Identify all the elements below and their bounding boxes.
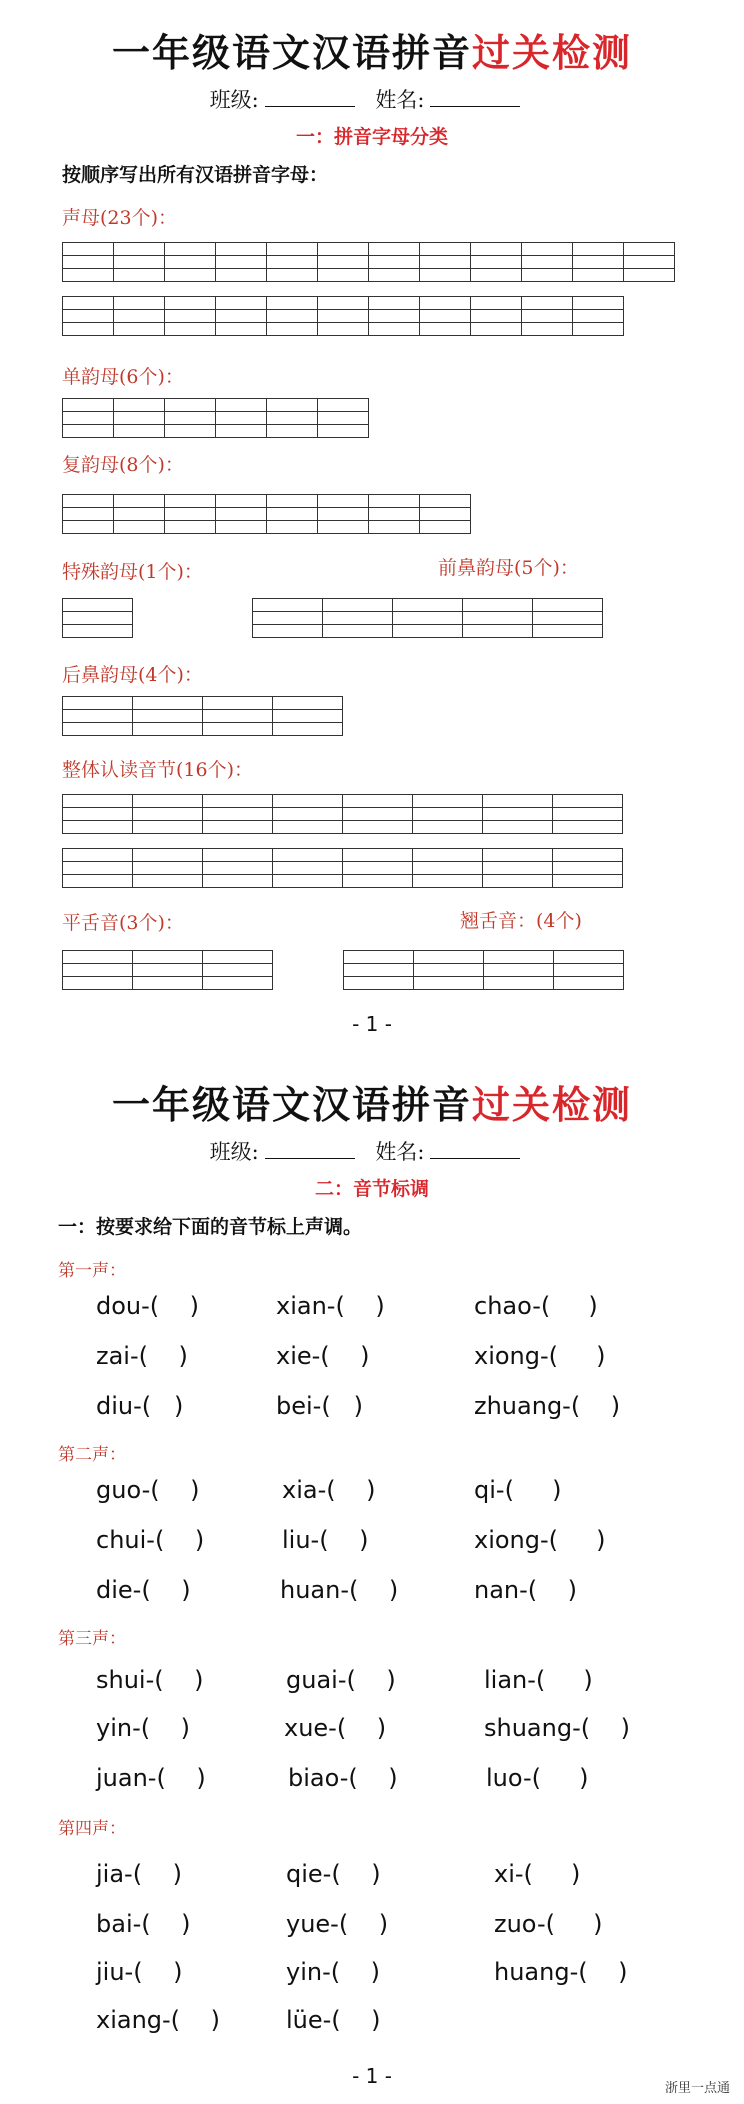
page2-number: - 1 - [352,2064,392,2088]
writing-cell[interactable] [164,494,216,534]
syllable-item[interactable]: lüe-( ) [286,2006,381,2034]
writing-cell[interactable] [317,494,369,534]
syllable-item[interactable]: xie-( ) [276,1342,370,1370]
syllable-item[interactable]: chui-( ) [96,1526,205,1554]
writing-cell[interactable] [482,794,553,834]
writing-cell[interactable] [202,950,273,990]
writing-cell[interactable] [62,848,133,888]
syllable-item[interactable]: nan-( ) [474,1576,578,1604]
writing-cell[interactable] [113,296,165,336]
writing-cell[interactable] [252,598,323,638]
syllable-item[interactable]: shuang-( ) [484,1714,630,1742]
writing-cell[interactable] [419,296,471,336]
label-pingshe: 平舌音(3个)： [62,912,184,934]
writing-cell[interactable] [62,696,133,736]
writing-cell[interactable] [215,398,267,438]
writing-cell[interactable] [215,296,267,336]
writing-cell[interactable] [482,848,553,888]
syllable-item[interactable]: bei-( ) [276,1392,363,1420]
label-zhengti: 整体认读音节(16个)： [62,759,254,781]
writing-cell[interactable] [552,794,623,834]
label-qiaoshe: 翘舌音：(4个) [460,910,582,932]
writing-cell[interactable] [164,398,216,438]
grid-shengmu-row2[interactable] [62,296,624,336]
syllable-item[interactable]: luo-( ) [486,1764,589,1792]
writing-cell[interactable] [532,598,603,638]
writing-cell[interactable] [462,598,533,638]
syllable-item[interactable]: yin-( ) [286,1958,380,1986]
writing-cell[interactable] [470,296,522,336]
writing-cell[interactable] [215,242,267,282]
class-blank[interactable] [265,1140,355,1159]
tone-label: 第三声： [58,1629,126,1649]
writing-cell[interactable] [419,242,471,282]
syllable-item[interactable]: xue-( ) [284,1714,387,1742]
grid-qiaoshe[interactable] [343,950,624,990]
grid-houbi[interactable] [62,696,343,736]
syllable-item[interactable]: yin-( ) [96,1714,190,1742]
writing-cell[interactable] [368,242,420,282]
writing-cell[interactable] [342,794,413,834]
writing-cell[interactable] [272,794,343,834]
label-houbi: 后鼻韵母(4个)： [62,664,203,686]
syllable-item[interactable]: shui-( ) [96,1666,204,1694]
syllable-item[interactable]: zuo-( ) [494,1910,603,1938]
syllable-item[interactable]: xian-( ) [276,1292,385,1320]
syllable-item[interactable]: zhuang-( ) [474,1392,621,1420]
section-heading-1: 一：拼音字母分类 [295,126,448,148]
instruction-1: 按顺序写出所有汉语拼音字母： [62,164,329,186]
writing-cell[interactable] [62,398,114,438]
writing-cell[interactable] [62,494,114,534]
grid-pingshe[interactable] [62,950,273,990]
writing-cell[interactable] [132,950,203,990]
syllable-item[interactable]: xiong-( ) [474,1526,606,1554]
writing-cell[interactable] [368,494,420,534]
class-blank[interactable] [265,88,355,107]
label-qianbi: 前鼻韵母(5个)： [438,557,579,579]
syllable-item[interactable]: diu-( ) [96,1392,184,1420]
writing-cell[interactable] [202,696,273,736]
syllable-item[interactable]: xi-( ) [494,1860,581,1888]
writing-cell[interactable] [342,848,413,888]
page1-student-info: 班级: 姓名: [0,84,744,114]
writing-cell[interactable] [572,296,624,336]
writing-cell[interactable] [113,494,165,534]
name-blank[interactable] [430,88,520,107]
writing-cell[interactable] [553,950,624,990]
grid-zhengti-row2[interactable] [62,848,623,888]
writing-cell[interactable] [521,242,573,282]
writing-cell[interactable] [272,848,343,888]
tone-label: 第四声： [58,1819,126,1839]
writing-cell[interactable] [412,848,483,888]
writing-cell[interactable] [272,696,343,736]
syllable-item[interactable]: xiong-( ) [474,1342,606,1370]
writing-cell[interactable] [419,494,471,534]
writing-cell[interactable] [470,242,522,282]
writing-cell[interactable] [317,398,369,438]
writing-cell[interactable] [164,242,216,282]
writing-cell[interactable] [343,950,414,990]
grid-danyunmu[interactable] [62,398,369,438]
page1-number: - 1 - [352,1012,392,1036]
syllable-item[interactable]: xia-( ) [282,1476,376,1504]
syllable-item[interactable]: huan-( ) [280,1576,399,1604]
writing-cell[interactable] [62,242,114,282]
watermark: 浙里一点通 [664,2081,730,2096]
syllable-item[interactable]: jiu-( ) [96,1958,183,1986]
writing-cell[interactable] [521,296,573,336]
grid-zhengti-row1[interactable] [62,794,623,834]
writing-cell[interactable] [483,950,554,990]
writing-cell[interactable] [368,296,420,336]
syllable-item[interactable]: bai-( ) [96,1910,191,1938]
syllable-item[interactable]: qie-( ) [286,1860,381,1888]
syllable-item[interactable]: lian-( ) [484,1666,593,1694]
syllable-item[interactable]: chao-( ) [474,1292,598,1320]
page2-title: 一年级语文汉语拼音过关检测 [111,1082,633,1127]
label-danyunmu: 单韵母(6个)： [62,366,184,388]
name-blank[interactable] [430,1140,520,1159]
writing-cell[interactable] [132,794,203,834]
label-shengmu: 声母(23个)： [62,207,178,229]
syllable-item[interactable]: biao-( ) [288,1764,398,1792]
syllable-item[interactable]: zai-( ) [96,1342,188,1370]
syllable-item[interactable]: jia-( ) [96,1860,182,1888]
writing-cell[interactable] [317,296,369,336]
syllable-item[interactable]: die-( ) [96,1576,191,1604]
writing-cell[interactable] [623,242,675,282]
grid-teshu[interactable] [62,598,133,638]
writing-cell[interactable] [62,598,133,638]
writing-cell[interactable] [202,794,273,834]
writing-cell[interactable] [132,696,203,736]
writing-cell[interactable] [62,296,114,336]
syllable-item[interactable]: huang-( ) [494,1958,628,1986]
writing-cell[interactable] [266,242,318,282]
syllable-item[interactable]: xiang-( ) [96,2006,220,2034]
syllable-item[interactable]: qi-( ) [474,1476,562,1504]
tone-label: 第二声： [58,1445,126,1465]
grid-fuyunmu[interactable] [62,494,471,534]
writing-cell[interactable] [62,794,133,834]
writing-cell[interactable] [266,398,318,438]
page1-title: 一年级语文汉语拼音过关检测 [111,30,633,75]
writing-cell[interactable] [132,848,203,888]
writing-cell[interactable] [413,950,484,990]
writing-cell[interactable] [164,296,216,336]
writing-cell[interactable] [202,848,273,888]
instruction-2: 一：按要求给下面的音节标上声调。 [58,1216,363,1238]
writing-cell[interactable] [322,598,393,638]
writing-cell[interactable] [113,398,165,438]
syllable-item[interactable]: guo-( ) [96,1476,200,1504]
writing-cell[interactable] [317,242,369,282]
syllable-item[interactable]: dou-( ) [96,1292,200,1320]
grid-qianbi[interactable] [252,598,603,638]
label-teshu: 特殊韵母(1个)： [62,561,203,583]
writing-cell[interactable] [113,242,165,282]
grid-shengmu-row1[interactable] [62,242,675,282]
writing-cell[interactable] [572,242,624,282]
writing-cell[interactable] [215,494,267,534]
writing-cell[interactable] [266,296,318,336]
syllable-item[interactable]: guai-( ) [286,1666,396,1694]
section-heading-2: 二：音节标调 [314,1178,429,1200]
page2-student-info: 班级: 姓名: [0,1136,744,1166]
syllable-item[interactable]: liu-( ) [282,1526,369,1554]
syllable-item[interactable]: juan-( ) [96,1764,206,1792]
writing-cell[interactable] [552,848,623,888]
tone-label: 第一声： [58,1261,126,1281]
writing-cell[interactable] [266,494,318,534]
writing-cell[interactable] [412,794,483,834]
writing-cell[interactable] [392,598,463,638]
syllable-item[interactable]: yue-( ) [286,1910,389,1938]
writing-cell[interactable] [62,950,133,990]
label-fuyunmu: 复韵母(8个)： [62,454,184,476]
